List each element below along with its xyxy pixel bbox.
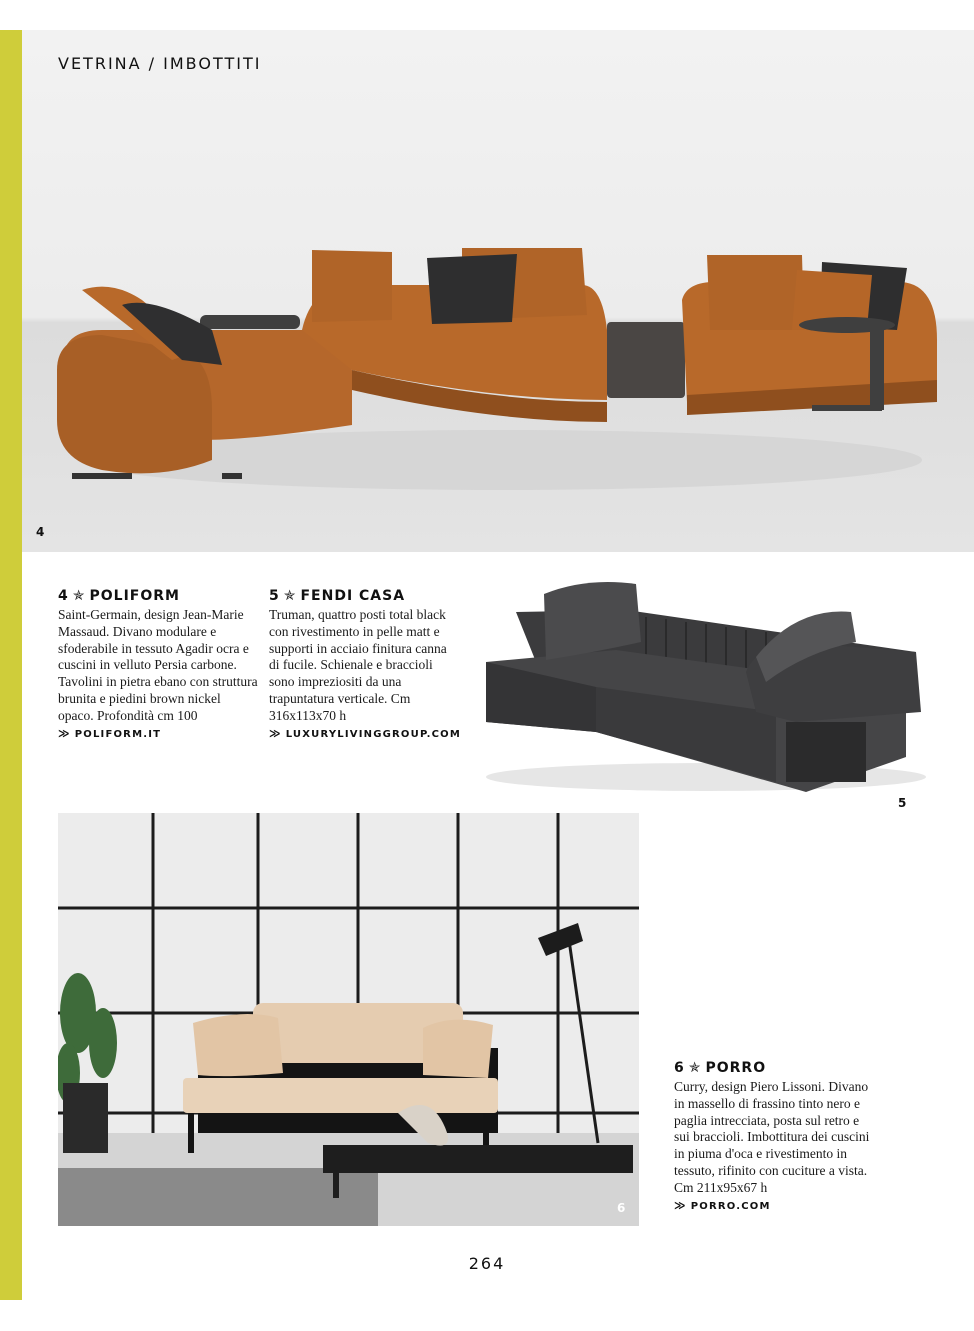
- product-description: Truman, quattro posti total black con rivestimento in pelle matt e supporti in acciaio finitura canna di fucile. Schienale e braccioli sono impreziositi da una trapuntatura verticale. Cm 316x113x70 h: [269, 607, 447, 723]
- page-number: 264: [468, 1254, 506, 1273]
- photo-porro-sofa: [58, 813, 639, 1226]
- product-brand: POLIFORM: [89, 588, 180, 604]
- product-site-link[interactable]: [269, 726, 462, 740]
- site-label: LUXURYLIVINGGROUP.COM: [285, 728, 462, 740]
- photo-fendi-casa-sofa: [476, 572, 936, 812]
- section-title: VETRINA / IMBOTTITI: [58, 54, 262, 73]
- product-heading: [269, 588, 459, 604]
- site-label: PORRO.COM: [690, 1200, 771, 1212]
- product-poliform: [58, 588, 258, 740]
- double-chevron-icon: ≫: [269, 726, 282, 740]
- star-icon: ✯: [283, 588, 297, 604]
- fendi-sofa-illustration: [476, 572, 936, 812]
- photo-poliform-sofa: [22, 30, 974, 552]
- accent-bar: [0, 30, 22, 1300]
- double-chevron-icon: ≫: [58, 726, 71, 740]
- photo-number-6: 6: [617, 1201, 626, 1215]
- product-heading: [674, 1060, 874, 1076]
- product-fendi-casa: [269, 588, 462, 740]
- product-brand: PORRO: [705, 1060, 767, 1076]
- photo-number-4: 4: [36, 525, 45, 539]
- product-heading: [58, 588, 258, 604]
- star-icon: ✯: [72, 588, 86, 604]
- product-porro: [674, 1060, 874, 1212]
- product-number: 6: [674, 1060, 685, 1076]
- product-description: Curry, design Piero Lissoni. Divano in massello di frassino tinto nero e paglia intrecciata, posta sul retro e sui braccioli. Imbottitura dei cuscini in piuma d'oca e rivestimento in tessuto, rifinito con cuciture a vista. Cm 211x95x67 h: [674, 1079, 870, 1195]
- double-chevron-icon: ≫: [674, 1198, 687, 1212]
- product-brand: FENDI CASA: [300, 588, 406, 604]
- site-label: POLIFORM.IT: [74, 728, 162, 740]
- porro-room-illustration: [58, 813, 639, 1226]
- photo-number-5: 5: [898, 796, 907, 810]
- poliform-sofa-illustration: [22, 30, 974, 552]
- product-site-link[interactable]: [58, 727, 258, 740]
- product-number: 5: [269, 588, 280, 604]
- product-description: Saint-Germain, design Jean-Marie Massaud. Divano modulare e sfoderabile in tessuto Agadir ocra e cuscini in velluto Persia carbone. Tavolini in pietra ebano con struttura brunita e piedini brown nickel opaco. Profondità cm 100: [58, 607, 258, 723]
- product-site-link[interactable]: [674, 1199, 874, 1212]
- product-number: 4: [58, 588, 69, 604]
- star-icon: ✯: [688, 1060, 702, 1076]
